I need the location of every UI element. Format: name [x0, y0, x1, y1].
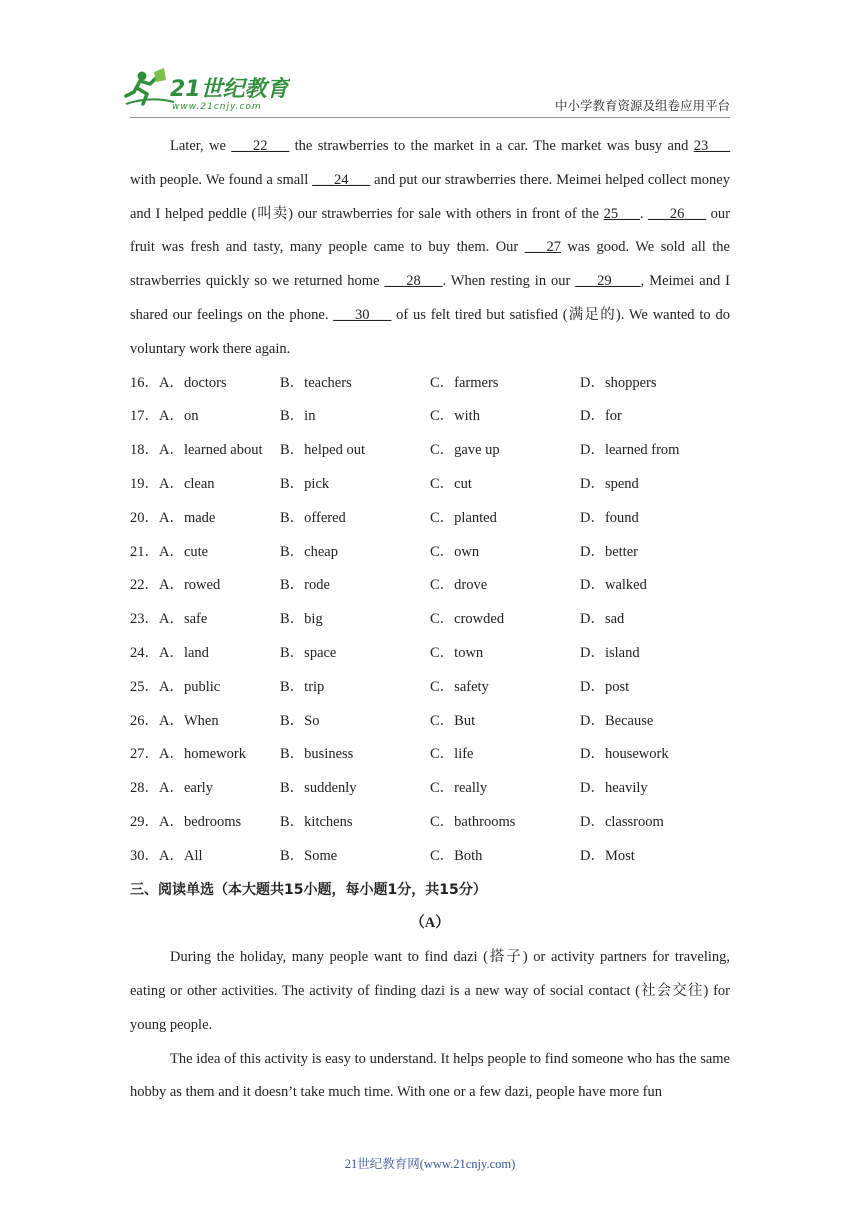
reading-paragraph: The idea of this activity is easy to understand. It helps people to find someone who has the same hobby as them and it doesn’t take much time. With one or a few dazi, people have more fun — [130, 1050, 730, 1101]
option-c: C．drove — [430, 577, 488, 594]
question-row — [130, 806, 730, 840]
option-c: C．really — [430, 780, 488, 797]
header-divider — [130, 117, 730, 118]
passage-text: Later, we — [170, 138, 232, 154]
option-d: D．sad — [580, 611, 625, 628]
question-row — [130, 400, 730, 434]
option-a-cell — [130, 468, 280, 502]
blank-25: 25___ — [603, 205, 640, 222]
option-b: B．cheap — [280, 543, 338, 560]
question-row — [130, 603, 730, 637]
option-d: D．classroom — [580, 813, 664, 830]
reading-paragraph: During the holiday, many people want to find dazi (搭子) or activity partners for traveling, eating or other activities. The activity of finding dazi is a new way of social contact (社会交往) for young people. — [130, 949, 730, 1033]
svg-text:www.21cnjy.com: www.21cnjy.com — [172, 102, 262, 112]
question-row — [130, 637, 730, 671]
question-number: 20． — [130, 509, 159, 526]
passage-text: and put our strawberries there. Meimei helped collect money and I helped peddle (叫卖) our strawberries for sale with others in front of the — [130, 171, 730, 222]
option-c: C．safety — [430, 678, 489, 695]
option-a-cell — [130, 367, 280, 401]
question-number: 29． — [130, 813, 159, 830]
option-c: C．But — [430, 712, 476, 729]
question-number: 19． — [130, 475, 159, 492]
question-number: 25． — [130, 678, 159, 695]
option-d: D．found — [580, 509, 639, 526]
question-number: 30． — [130, 847, 159, 864]
page-header — [0, 0, 860, 125]
question-row — [130, 840, 730, 874]
question-number: 22． — [130, 577, 159, 594]
option-d: D．heavily — [580, 780, 648, 797]
option-d: D．post — [580, 678, 630, 695]
blank-28: ___28___ — [384, 273, 443, 290]
question-row — [130, 772, 730, 806]
option-c: C．farmers — [430, 374, 499, 391]
option-a: A．early — [159, 780, 213, 797]
option-a: A．on — [159, 408, 199, 425]
site-logo — [120, 66, 290, 114]
passage-text: was good. We sold all the strawberries quickly so we returned home — [130, 239, 730, 290]
option-c: C．Both — [430, 847, 483, 864]
question-row — [130, 468, 730, 502]
question-row — [130, 705, 730, 739]
option-d: D．island — [580, 644, 640, 661]
svg-text:21世纪教育: 21世纪教育 — [170, 77, 289, 102]
option-b: B．space — [280, 644, 337, 661]
option-c: C．crowded — [430, 611, 505, 628]
option-d: D．for — [580, 408, 622, 425]
blank-30: ___30___ — [333, 306, 392, 323]
option-a-cell — [130, 738, 280, 772]
question-number: 24． — [130, 644, 159, 661]
option-c: C．life — [430, 746, 474, 763]
option-a: A．land — [159, 644, 209, 661]
option-a-cell — [130, 603, 280, 637]
option-b: B．rode — [280, 577, 330, 594]
option-d: D．spend — [580, 475, 639, 492]
option-a: A．homework — [159, 746, 246, 763]
blank-24: ___24___ — [312, 171, 371, 188]
option-a-cell — [130, 806, 280, 840]
option-d: D．shoppers — [580, 374, 657, 391]
passage-text: . When resting in our — [442, 273, 576, 290]
option-a: A．public — [159, 678, 221, 695]
passage-text: the strawberries to the market in a car. The market was busy and — [289, 138, 694, 154]
option-b: B．in — [280, 408, 316, 425]
passage-text: . — [639, 205, 649, 222]
question-number: 28． — [130, 780, 159, 797]
option-c: C．bathrooms — [430, 813, 516, 830]
option-c: C．own — [430, 543, 480, 560]
option-a: A．clean — [159, 475, 215, 492]
option-b: B．trip — [280, 678, 325, 695]
option-c: C．with — [430, 408, 480, 425]
option-a: A．When — [159, 712, 219, 729]
answer-options — [130, 367, 730, 874]
blank-22: ___22___ — [231, 138, 290, 154]
option-a-cell — [130, 840, 280, 874]
option-b: B．business — [280, 746, 354, 763]
option-b: B．teachers — [280, 374, 352, 391]
option-a-cell — [130, 536, 280, 570]
passage-subtitle: （A） — [410, 915, 450, 932]
blank-23: 23___ — [693, 138, 730, 154]
option-a-cell — [130, 502, 280, 536]
blank-29: ___29____ — [575, 273, 641, 290]
option-d: D．walked — [580, 577, 647, 594]
question-row — [130, 502, 730, 536]
question-row — [130, 738, 730, 772]
option-a: A．learned about — [159, 442, 263, 459]
option-a-cell — [130, 772, 280, 806]
option-c: C．planted — [430, 509, 497, 526]
option-a: A．made — [159, 509, 216, 526]
question-number: 23． — [130, 611, 159, 628]
option-a: A．bedrooms — [159, 813, 242, 830]
question-number: 18． — [130, 442, 159, 459]
header-platform-label: 中小学教育资源及组卷应用平台 — [554, 99, 730, 113]
page-footer: 21世纪教育网(www.21cnjy.com) — [344, 1157, 516, 1171]
blank-27: ___27 — [524, 239, 561, 256]
option-a-cell — [130, 400, 280, 434]
question-number: 27． — [130, 746, 159, 763]
option-b: B．pick — [280, 475, 330, 492]
option-c: C．cut — [430, 475, 472, 492]
runner-logo-icon — [120, 66, 290, 114]
option-a-cell — [130, 434, 280, 468]
passage-text: of us felt tired but satisfied (满足的). We wanted to do voluntary work there again. — [130, 306, 730, 357]
question-number: 16． — [130, 374, 159, 391]
option-d: D．better — [580, 543, 638, 560]
question-number: 26． — [130, 712, 159, 729]
question-row — [130, 569, 730, 603]
option-a-cell — [130, 671, 280, 705]
passage-text: , Meimei and I shared our feelings on the phone. — [130, 273, 730, 323]
option-a: A．safe — [159, 611, 208, 628]
option-d: D．housework — [580, 746, 669, 763]
option-a-cell — [130, 569, 280, 603]
option-a: A．doctors — [159, 374, 227, 391]
question-row — [130, 434, 730, 468]
option-a: A．All — [159, 847, 203, 864]
option-a-cell — [130, 705, 280, 739]
question-row — [130, 671, 730, 705]
section-title: 三、阅读单选（本大题共15小题，每小题1分，共15分） — [130, 881, 487, 898]
option-a: A．rowed — [159, 577, 221, 594]
option-a-cell — [130, 637, 280, 671]
option-b: B．big — [280, 611, 323, 628]
option-b: B．So — [280, 712, 320, 729]
document-body — [130, 130, 730, 1110]
option-b: B．suddenly — [280, 780, 357, 797]
passage-text: with people. We found a small — [130, 171, 313, 188]
option-b: B．kitchens — [280, 813, 353, 830]
option-d: D．Most — [580, 847, 635, 864]
option-d: D．Because — [580, 712, 654, 729]
question-row — [130, 367, 730, 401]
option-a: A．cute — [159, 543, 209, 560]
question-number: 17． — [130, 408, 159, 425]
blank-26: ___26___ — [648, 205, 707, 222]
question-number: 21． — [130, 543, 159, 560]
option-c: C．gave up — [430, 442, 500, 459]
passage-text: our fruit was fresh and tasty, many people came to buy them. Our — [130, 205, 730, 256]
option-c: C．town — [430, 644, 484, 661]
question-row — [130, 536, 730, 570]
option-b: B．helped out — [280, 442, 365, 459]
option-b: B．Some — [280, 847, 338, 864]
option-b: B．offered — [280, 509, 346, 526]
cloze-passage — [130, 130, 730, 367]
option-d: D．learned from — [580, 442, 680, 459]
